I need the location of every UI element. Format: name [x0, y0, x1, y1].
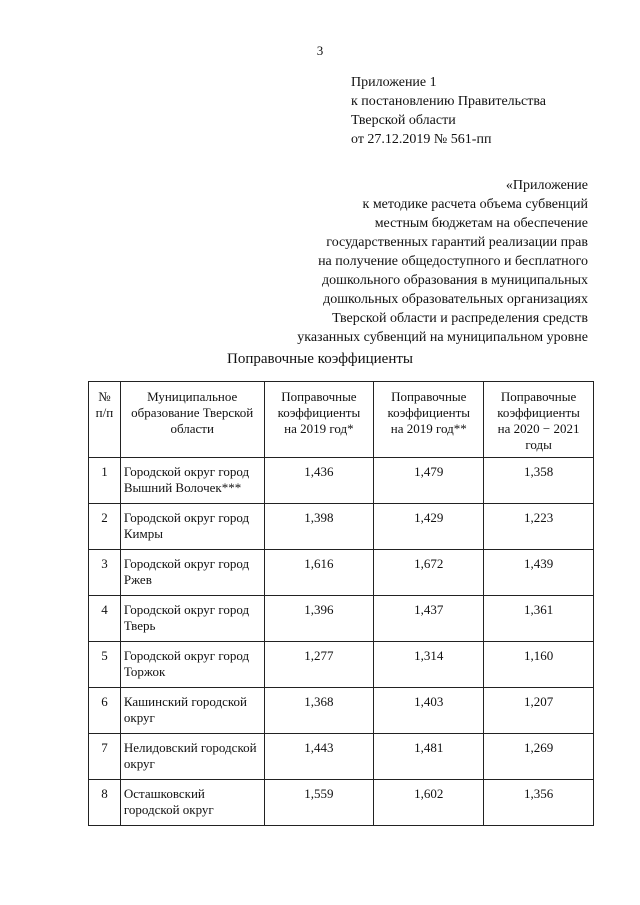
row-number: 3: [89, 550, 121, 596]
row-coef-2019-b: 1,602: [374, 780, 484, 826]
row-number: 8: [89, 780, 121, 826]
row-municipality: Осташковский городской округ: [120, 780, 264, 826]
row-coef-2020-2021: 1,361: [484, 596, 594, 642]
row-municipality: Городской округ город Ржев: [120, 550, 264, 596]
row-coef-2019-b: 1,672: [374, 550, 484, 596]
table-row: [89, 550, 594, 596]
row-municipality: Городской округ город Торжок: [120, 642, 264, 688]
row-coef-2020-2021: 1,356: [484, 780, 594, 826]
method-line: дошкольных образовательных организациях: [323, 292, 588, 307]
row-coef-2019-b: 1,429: [374, 504, 484, 550]
row-coef-2019-b: 1,479: [374, 458, 484, 504]
appendix-reference: [351, 73, 546, 149]
method-line: к методике расчета объема субвенций: [362, 197, 588, 212]
row-coef-2019-a: 1,368: [264, 688, 374, 734]
method-line: местным бюджетам на обеспечение: [374, 216, 588, 231]
header-number: № п/п: [89, 382, 121, 458]
appendix-line: Приложение 1: [351, 75, 437, 90]
table-row: [89, 780, 594, 826]
table-row: [89, 504, 594, 550]
row-number: 7: [89, 734, 121, 780]
method-line: государственных гарантий реализации прав: [326, 235, 588, 250]
table-header-row: [89, 382, 594, 458]
appendix-line: от 27.12.2019 № 561-пп: [351, 132, 492, 147]
row-municipality: Городской округ город Кимры: [120, 504, 264, 550]
row-number: 4: [89, 596, 121, 642]
method-line: «Приложение: [505, 178, 588, 193]
row-coef-2020-2021: 1,207: [484, 688, 594, 734]
method-line: на получение общедоступного и бесплатного: [318, 254, 588, 269]
header-coef-2019-a: Поправочные коэффициенты на 2019 год*: [264, 382, 374, 458]
appendix-line: к постановлению Правительства: [351, 94, 547, 109]
method-line: дошкольного образования в муниципальных: [322, 273, 588, 288]
method-line: Тверской области и распределения средств: [332, 311, 588, 326]
method-line: указанных субвенций на муниципальном уровне: [297, 330, 588, 345]
row-number: 2: [89, 504, 121, 550]
page-number: 3: [316, 43, 324, 58]
table-row: [89, 458, 594, 504]
header-coef-2020-2021: Поправочные коэффициенты на 2020 − 2021 годы: [484, 382, 594, 458]
row-coef-2019-a: 1,436: [264, 458, 374, 504]
table-title: Поправочные коэффициенты: [227, 351, 413, 367]
row-coef-2020-2021: 1,223: [484, 504, 594, 550]
row-coef-2019-a: 1,443: [264, 734, 374, 780]
table-row: [89, 642, 594, 688]
row-number: 6: [89, 688, 121, 734]
table-row: [89, 688, 594, 734]
row-coef-2019-b: 1,314: [374, 642, 484, 688]
row-coef-2019-a: 1,616: [264, 550, 374, 596]
row-coef-2019-a: 1,396: [264, 596, 374, 642]
method-appendix-reference: [297, 176, 588, 347]
row-coef-2019-a: 1,398: [264, 504, 374, 550]
row-coef-2019-b: 1,481: [374, 734, 484, 780]
row-coef-2019-a: 1,277: [264, 642, 374, 688]
row-number: 5: [89, 642, 121, 688]
row-coef-2020-2021: 1,160: [484, 642, 594, 688]
row-municipality: Городской округ город Тверь: [120, 596, 264, 642]
row-coef-2019-b: 1,403: [374, 688, 484, 734]
row-coef-2019-b: 1,437: [374, 596, 484, 642]
table-row: [89, 734, 594, 780]
row-coef-2020-2021: 1,439: [484, 550, 594, 596]
row-municipality: Кашинский городской округ: [120, 688, 264, 734]
header-municipality: Муниципальное образование Тверской области: [120, 382, 264, 458]
row-coef-2020-2021: 1,358: [484, 458, 594, 504]
row-municipality: Нелидовский городской округ: [120, 734, 264, 780]
row-coef-2019-a: 1,559: [264, 780, 374, 826]
table-row: [89, 596, 594, 642]
appendix-line: Тверской области: [351, 113, 456, 128]
row-coef-2020-2021: 1,269: [484, 734, 594, 780]
row-number: 1: [89, 458, 121, 504]
coefficients-table: [88, 381, 594, 826]
row-municipality: Городской округ город Вышний Волочек***: [120, 458, 264, 504]
header-coef-2019-b: Поправочные коэффициенты на 2019 год**: [374, 382, 484, 458]
